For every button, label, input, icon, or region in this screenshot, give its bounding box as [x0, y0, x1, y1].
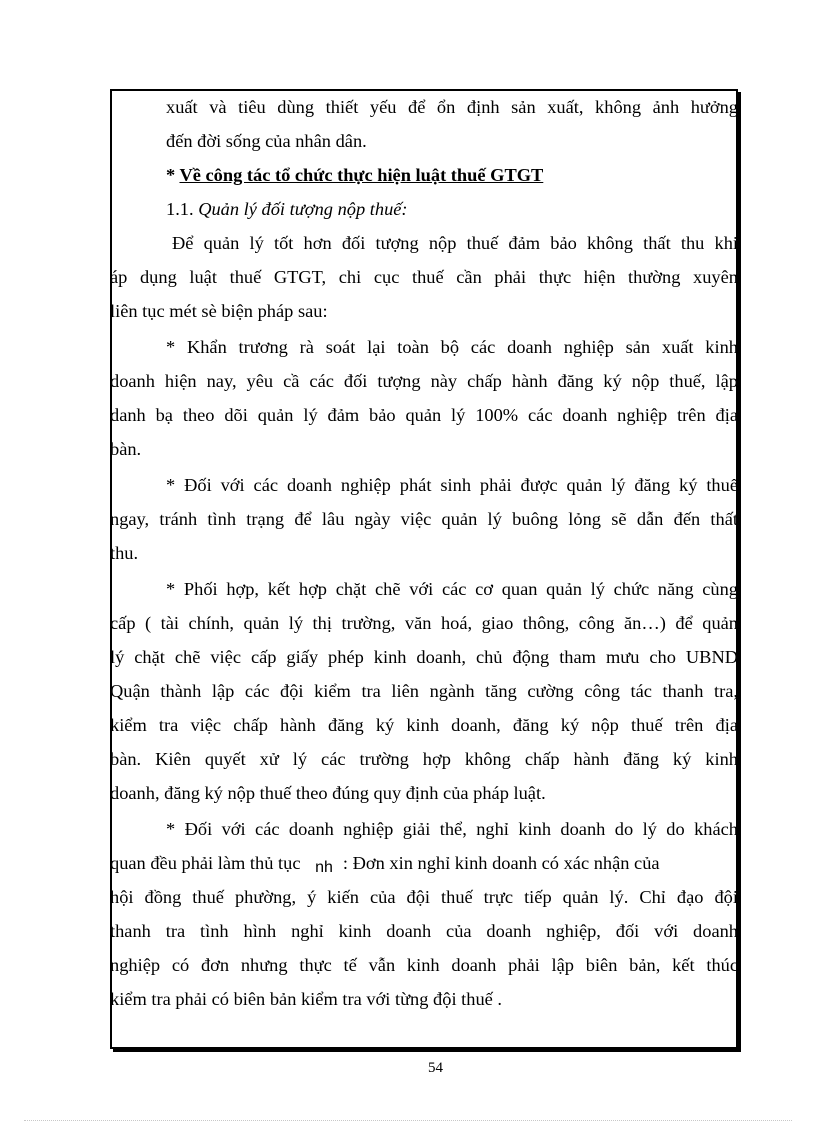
- footer-divider: [24, 1120, 792, 1121]
- text-line: bàn.: [110, 439, 142, 459]
- text-line: kiểm tra phải có biên bản kiểm tra với từng đội thuế .: [110, 989, 503, 1009]
- subsection-number: 1.1.: [166, 199, 194, 219]
- text-line: * Đối với các doanh nghiệp giải thể, nghỉ kinh doanh do lý do khách: [166, 819, 738, 839]
- text-line: Để quản lý tốt hơn đối tượng nộp thuế đảm bảo không thất thu khi: [172, 233, 738, 253]
- text-line: * Đối với các doanh nghiệp phát sinh phải được quản lý đăng ký thuế: [166, 475, 738, 495]
- subsection-heading: [166, 197, 408, 221]
- text-line: thu.: [110, 543, 139, 563]
- text-line: Quận thành lập các đội kiểm tra liên ngành tăng cường công tác thanh tra,: [110, 681, 738, 701]
- page-number: 54: [428, 1060, 443, 1076]
- subsection-title: Quản lý đối tượng nộp thuế:: [198, 199, 408, 219]
- heading-bullet: *: [166, 165, 180, 185]
- text-line: doanh, đăng ký nộp thuế theo đúng quy định của pháp luật.: [110, 783, 546, 803]
- text-line: ngay, tránh tình trạng để lâu ngày việc quản lý buông lỏng sẽ dẫn đến thất: [110, 509, 738, 529]
- text-line: nghiệp có đơn nhưng thực tế vẫn kinh doanh phải lập biên bản, kết thúc: [110, 955, 738, 975]
- text-line: [110, 851, 738, 877]
- text-fragment: : Đơn xin nghỉ kinh doanh có xác nhận của: [342, 853, 660, 873]
- text-line: * Khẩn trương rà soát lại toàn bộ các doanh nghiệp sản xuất kinh: [166, 337, 738, 357]
- text-line: * Phối hợp, kết hợp chặt chẽ với các cơ quan quản lý chức năng cùng: [166, 579, 738, 599]
- text-fragment: quan đều phải làm thủ tục: [110, 853, 301, 873]
- text-line: kiểm tra việc chấp hành đăng ký kinh doanh, đăng ký nộp thuế trên địa: [110, 715, 738, 735]
- text-line: cấp ( tài chính, quản lý thị trường, văn hoá, giao thông, công ăn…) để quản: [110, 613, 738, 633]
- text-line: bàn. Kiên quyết xử lý các trường hợp không chấp hành đăng ký kinh: [110, 749, 738, 769]
- text-line: xuất và tiêu dùng thiết yếu để ổn định sản xuất, không ảnh hưởng: [166, 97, 738, 117]
- section-heading: [166, 163, 543, 187]
- text-line: áp dụng luật thuế GTGT, chi cục thuế cần phải thực hiện thường xuyên: [110, 267, 738, 287]
- text-line: lý chặt chẽ việc cấp giấy phép kinh doanh, chủ động tham mưu cho UBND: [110, 647, 738, 667]
- text-line: hội đồng thuế phường, ý kiến của đội thuế trực tiếp quản lý. Chỉ đạo đội: [110, 887, 738, 907]
- text-line: liên tục mét sè biện pháp sau:: [110, 301, 328, 321]
- text-line: thanh tra tình hình nghỉ kinh doanh của doanh nghiệp, đối với doanh: [110, 921, 738, 941]
- text-line: doanh hiện nay, yêu cầ các đối tượng này chấp hành đăng ký nộp thuế, lập: [110, 371, 738, 391]
- heading-text: Về công tác tổ chức thực hiện luật thuế GTGT: [179, 165, 544, 185]
- text-line: đến đời sống của nhân dân.: [166, 131, 367, 151]
- text-fragment-inserted: nh: [315, 859, 333, 876]
- text-line: danh bạ theo dõi quản lý đảm bảo quản lý 100% các doanh nghiệp trên địa: [110, 405, 738, 425]
